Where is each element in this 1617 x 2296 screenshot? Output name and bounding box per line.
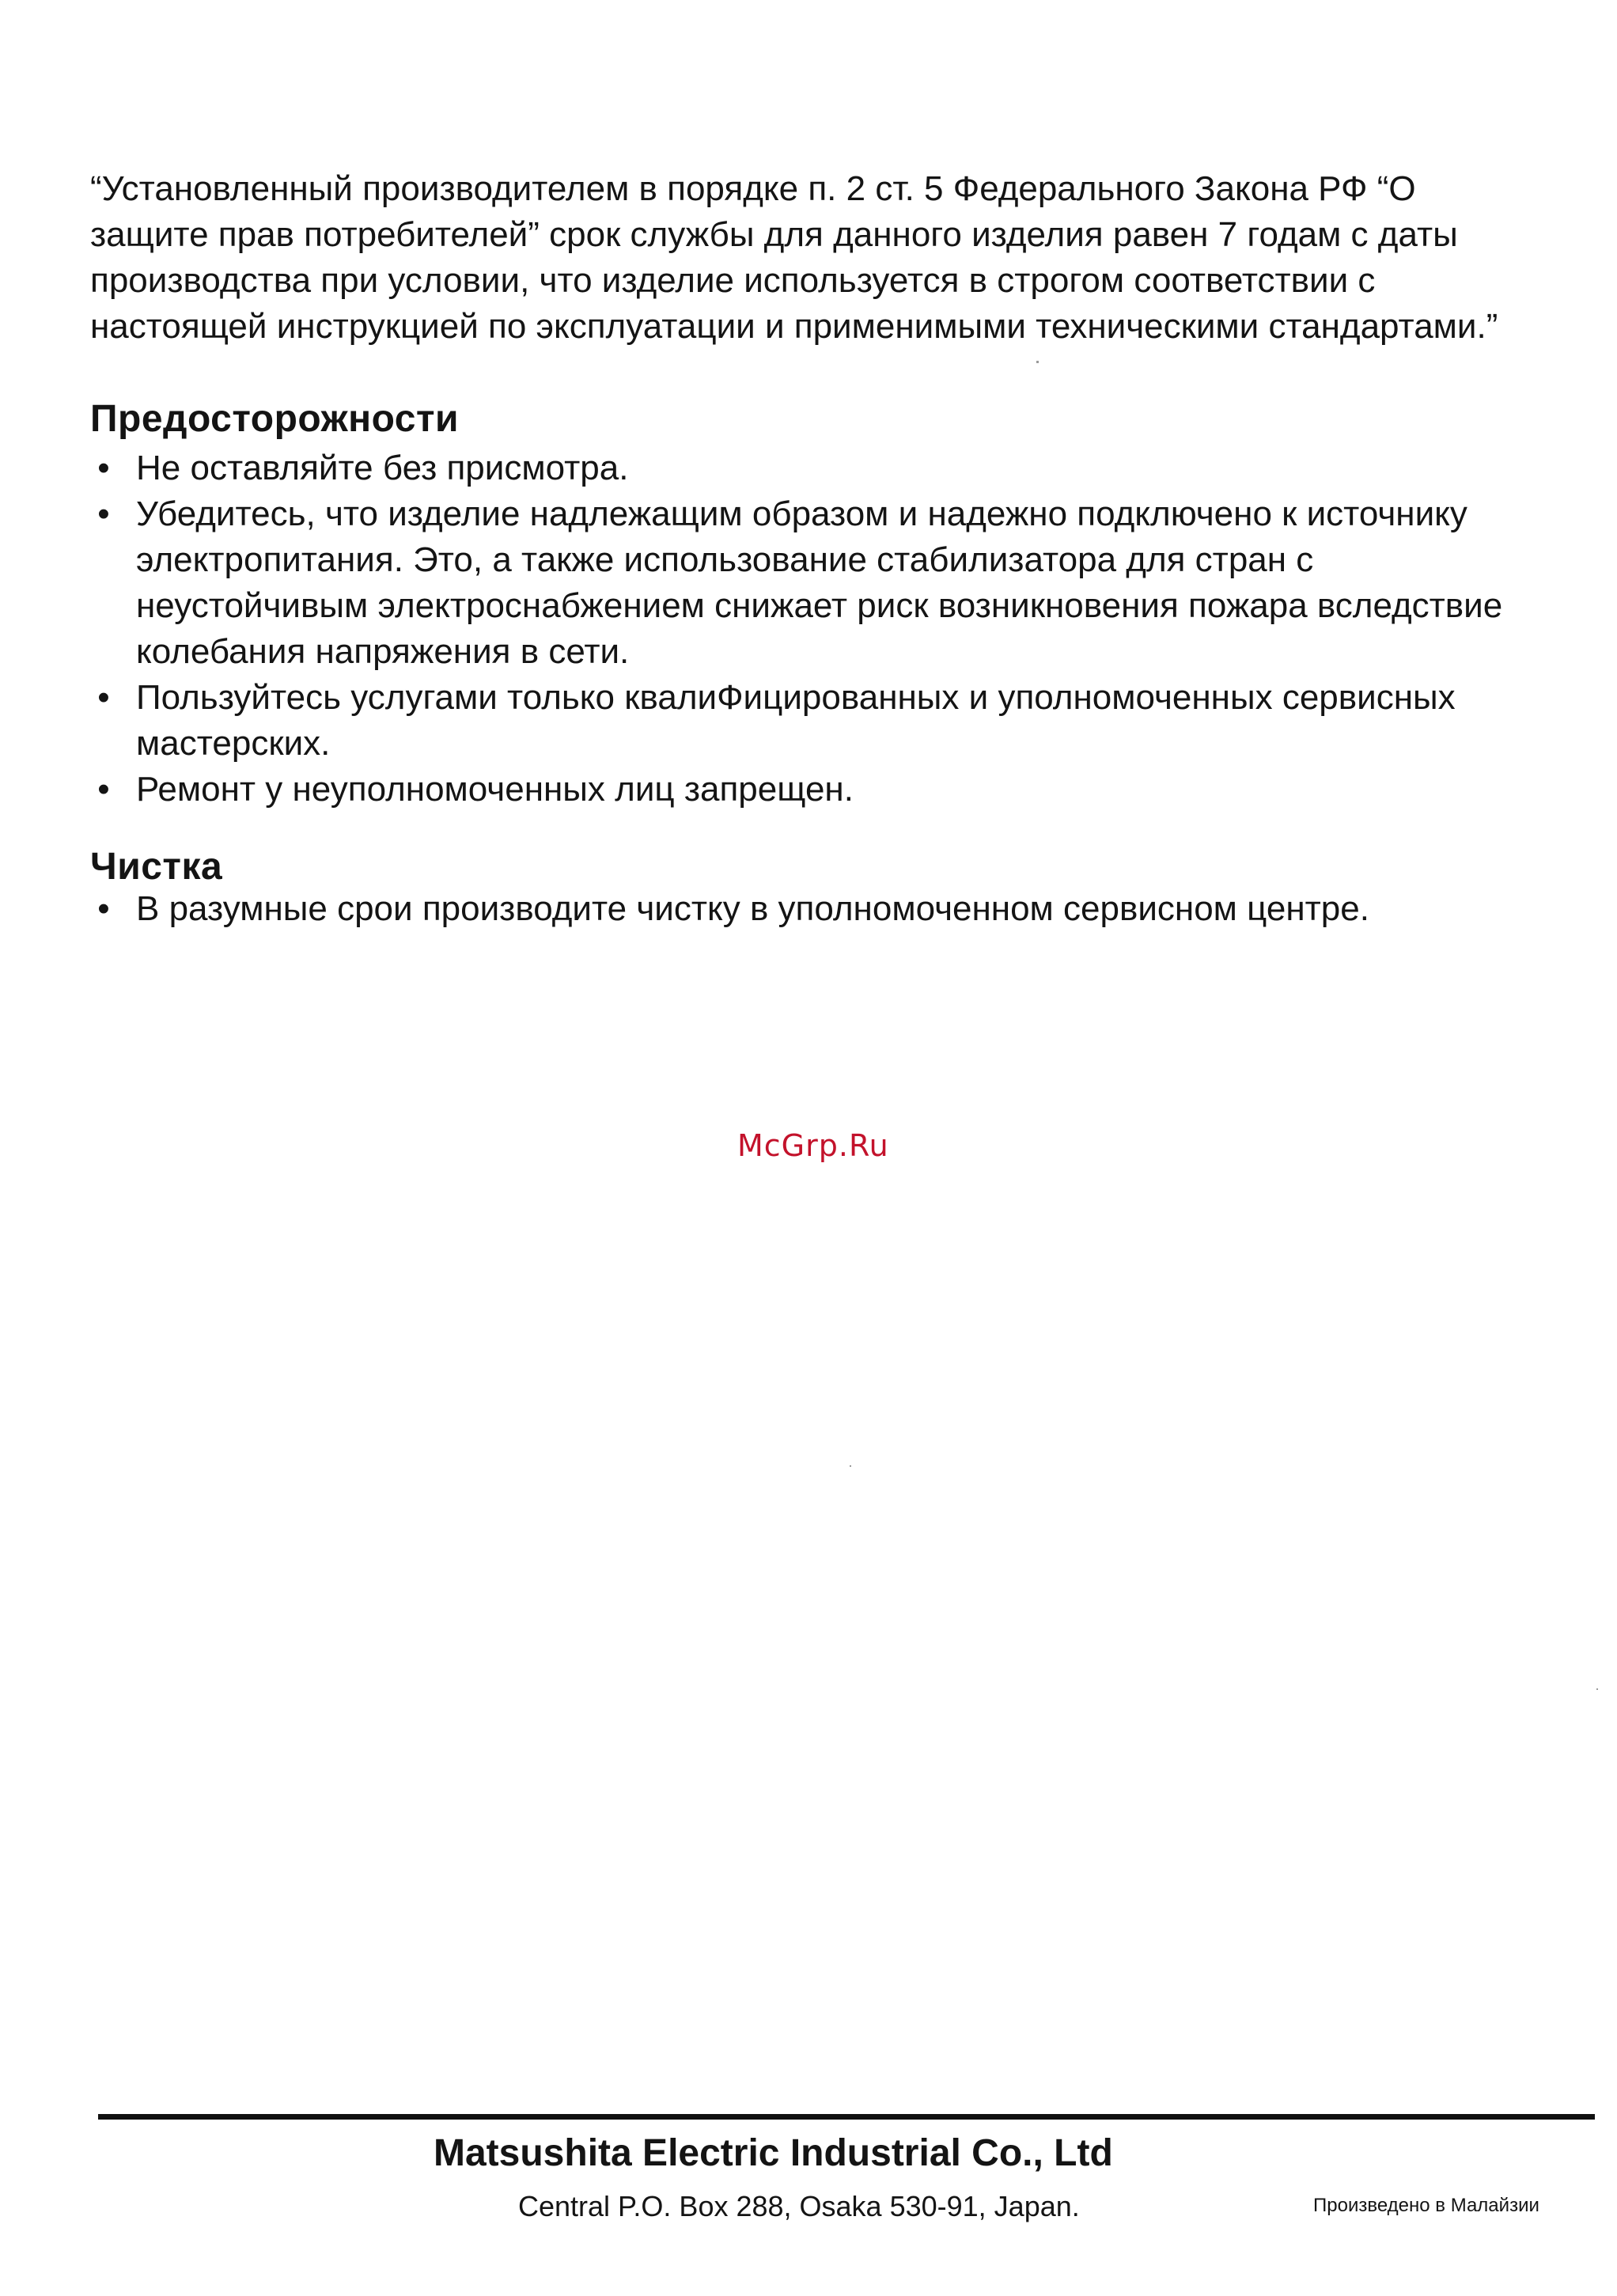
list-item-text: колебания напряжения в сети. [136,632,630,671]
bullet-icon: • [97,494,110,533]
list-item-text: Ремонт у неуполномоченных лиц запрещен. [136,770,854,809]
bullet-icon: • [97,889,110,928]
list-item [90,445,1530,491]
statement-line: производства при условии, что изделие используется в строгом соответствии с [90,261,1376,300]
company-name: Matsushita Electric Industrial Co., Ltd [434,2132,1113,2174]
list-item-text: Убедитесь, что изделие надлежащим образом и надежно подключено к источнику [136,494,1467,533]
precautions-list [90,445,1530,813]
list-item-text: мастерских. [136,724,331,763]
scan-speck [1036,361,1039,363]
list-item-text: неустойчивым электроснабжением снижает риск возникновения пожара вследствие [136,586,1503,625]
scan-speck [1596,1688,1598,1690]
company-address: Central P.O. Box 288, Osaka 530-91, Japan. [518,2190,1080,2222]
list-item [90,767,1530,813]
bullet-icon: • [97,449,110,487]
statement-line: “Установленный производителем в порядке п. 2 ст. 5 Федерального Закона РФ “О [90,169,1416,208]
scan-speck [850,1465,851,1467]
list-item-text: Не оставляйте без присмотра. [136,449,629,487]
service-life-statement [90,166,1514,350]
cleaning-list [90,886,1530,932]
statement-line: защите прав потребителей” срок службы для данного изделия равен 7 годам с даты [90,215,1458,254]
list-item-text: В разумные срои производите чистку в уполномоченном сервисном центре. [136,889,1369,928]
country-of-manufacture: Произведено в Малайзии [1313,2195,1539,2216]
list-item [90,491,1530,675]
precautions-heading: Предосторожности [90,398,459,440]
footer-divider [98,2114,1595,2120]
list-item [90,675,1530,767]
list-item-text: Пользуйтесь услугами только квалиФицированных и уполномоченных сервисных [136,678,1456,717]
list-item-text: электропитания. Это, а также использование стабилизатора для стран с [136,540,1314,579]
bullet-icon: • [97,770,110,809]
statement-line: настоящей инструкцией по эксплуатации и применимыми техническими стандартами.” [90,307,1498,346]
bullet-icon: • [97,678,110,717]
list-item [90,886,1530,932]
cleaning-heading: Чистка [90,846,223,888]
watermark-link[interactable]: McGrp.Ru [737,1128,889,1163]
